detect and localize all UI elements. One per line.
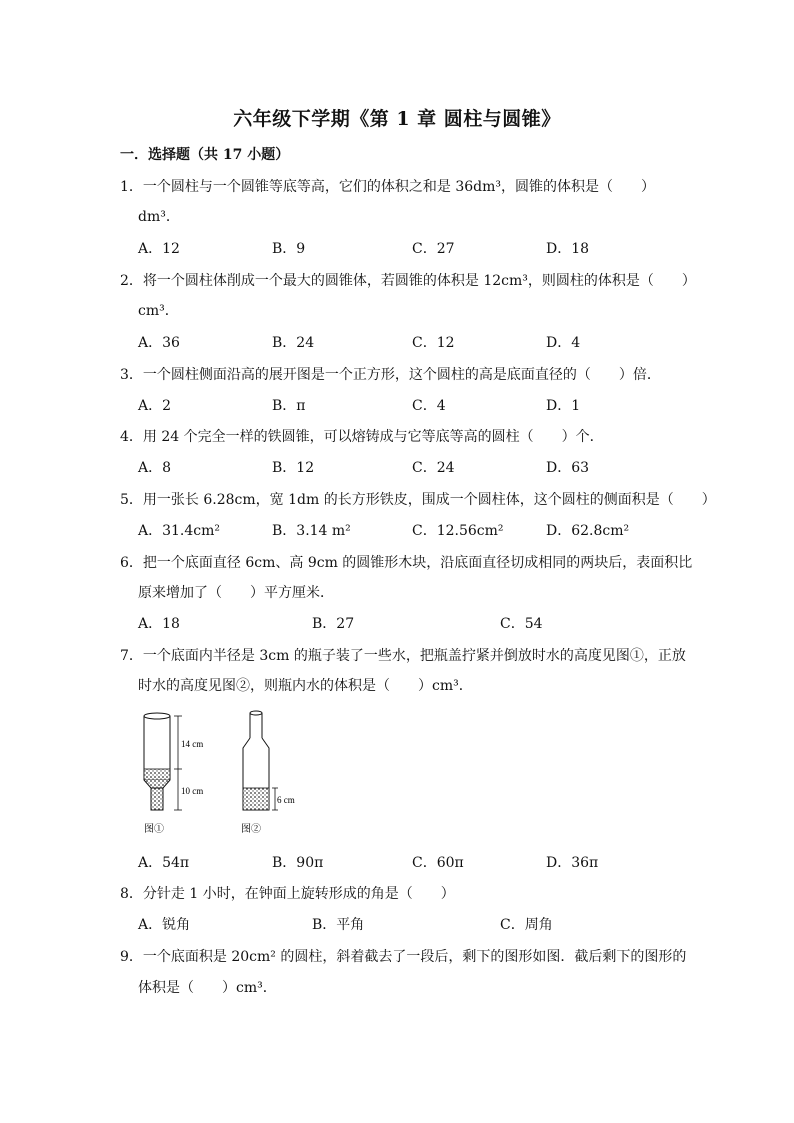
- question-7-option-d: D．36π: [546, 855, 599, 871]
- figure-2-upright-bottle: [243, 711, 278, 810]
- question-5-option-d: D．62.8cm²: [546, 523, 630, 539]
- question-3-option-b: B．π: [272, 398, 306, 414]
- question-6-option-c: C．54: [500, 616, 543, 632]
- section-heading: 一．选择题（共 17 小题）: [120, 147, 290, 163]
- question-8-text: 8．分针走 1 小时，在钟面上旋转形成的角是（ ）: [120, 886, 455, 902]
- question-3-option-a: A．2: [138, 398, 172, 414]
- question-3-option-d: D．1: [546, 398, 581, 414]
- question-2-option-b: B．24: [272, 335, 315, 351]
- question-1-option-b: B．9: [272, 241, 306, 257]
- figure-1-inverted-bottle: [144, 713, 182, 810]
- figure-1-caption: 图①: [144, 824, 164, 835]
- question-1-text: 1．一个圆柱与一个圆锥等底等高，它们的体积之和是 36dm³，圆锥的体积是（ ）: [120, 179, 656, 195]
- question-6-text-cont: 原来增加了（ ）平方厘米．: [138, 585, 334, 601]
- question-6-option-a: A．18: [138, 616, 180, 632]
- question-6-text: 6．把一个底面直径 6cm、高 9cm 的圆锥形木块，沿底面直径切成相同的两块后，表面积比: [120, 555, 693, 571]
- question-5-option-a: A．31.4cm²: [138, 523, 221, 539]
- question-2-text-cont: cm³．: [138, 303, 179, 319]
- question-9-text-cont: 体积是（ ）cm³．: [138, 980, 277, 996]
- question-3-option-c: C．4: [412, 398, 446, 414]
- document-title: 六年级下学期《第 1 章 圆柱与圆锥》: [233, 108, 561, 130]
- question-4-option-a: A．8: [138, 460, 172, 476]
- question-6-option-b: B．27: [312, 616, 355, 632]
- question-4-option-d: D．63: [546, 460, 590, 476]
- figure-2-label-6: 6 cm: [277, 795, 295, 805]
- question-2-option-c: C．12: [412, 335, 455, 351]
- question-5-text: 5．用一张长 6.28cm，宽 1dm 的长方形铁皮，围成一个圆柱体，这个圆柱的侧面积是（ ）: [120, 492, 716, 508]
- question-2-text: 2．将一个圆柱体削成一个最大的圆锥体，若圆锥的体积是 12cm³，则圆柱的体积是（ ）: [120, 273, 696, 289]
- question-7-option-a: A．54π: [138, 855, 190, 871]
- question-1-option-c: C．27: [412, 241, 455, 257]
- figure-2-caption: 图②: [241, 824, 261, 835]
- question-8-option-c: C．周角: [500, 917, 553, 933]
- question-1-option-a: A．12: [138, 241, 180, 257]
- figure-1-label-10: 10 cm: [181, 786, 204, 796]
- question-1-option-d: D．18: [546, 241, 590, 257]
- question-7-option-c: C．60π: [412, 855, 464, 871]
- figure-1-label-14: 14 cm: [181, 739, 204, 749]
- question-7-option-b: B．90π: [272, 855, 324, 871]
- question-2-option-d: D．4: [546, 335, 581, 351]
- question-7-text-cont: 时水的高度见图②，则瓶内水的体积是（ ）cm³．: [138, 678, 473, 694]
- question-4-option-c: C．24: [412, 460, 455, 476]
- question-3-text: 3．一个圆柱侧面沿高的展开图是一个正方形，这个圆柱的高是底面直径的（ ）倍．: [120, 367, 661, 383]
- question-8-option-a: A．锐角: [138, 917, 191, 933]
- question-8-option-b: B．平角: [312, 917, 365, 933]
- question-5-option-c: C．12.56cm²: [412, 523, 504, 539]
- question-5-option-b: B．3.14 m²: [272, 523, 351, 539]
- question-7-text: 7．一个底面内半径是 3cm 的瓶子装了一些水，把瓶盖拧紧并倒放时水的高度见图①，正放: [120, 648, 686, 664]
- question-4-option-b: B．12: [272, 460, 315, 476]
- question-1-text-cont: dm³．: [138, 209, 180, 225]
- bottle-figure: [130, 708, 320, 840]
- question-2-option-a: A．36: [138, 335, 180, 351]
- question-9-text: 9．一个底面积是 20cm² 的圆柱，斜着截去了一段后，剩下的图形如图．截后剩下的图形的: [120, 949, 687, 965]
- question-4-text: 4．用 24 个完全一样的铁圆锥，可以熔铸成与它等底等高的圆柱（ ）个．: [120, 429, 604, 445]
